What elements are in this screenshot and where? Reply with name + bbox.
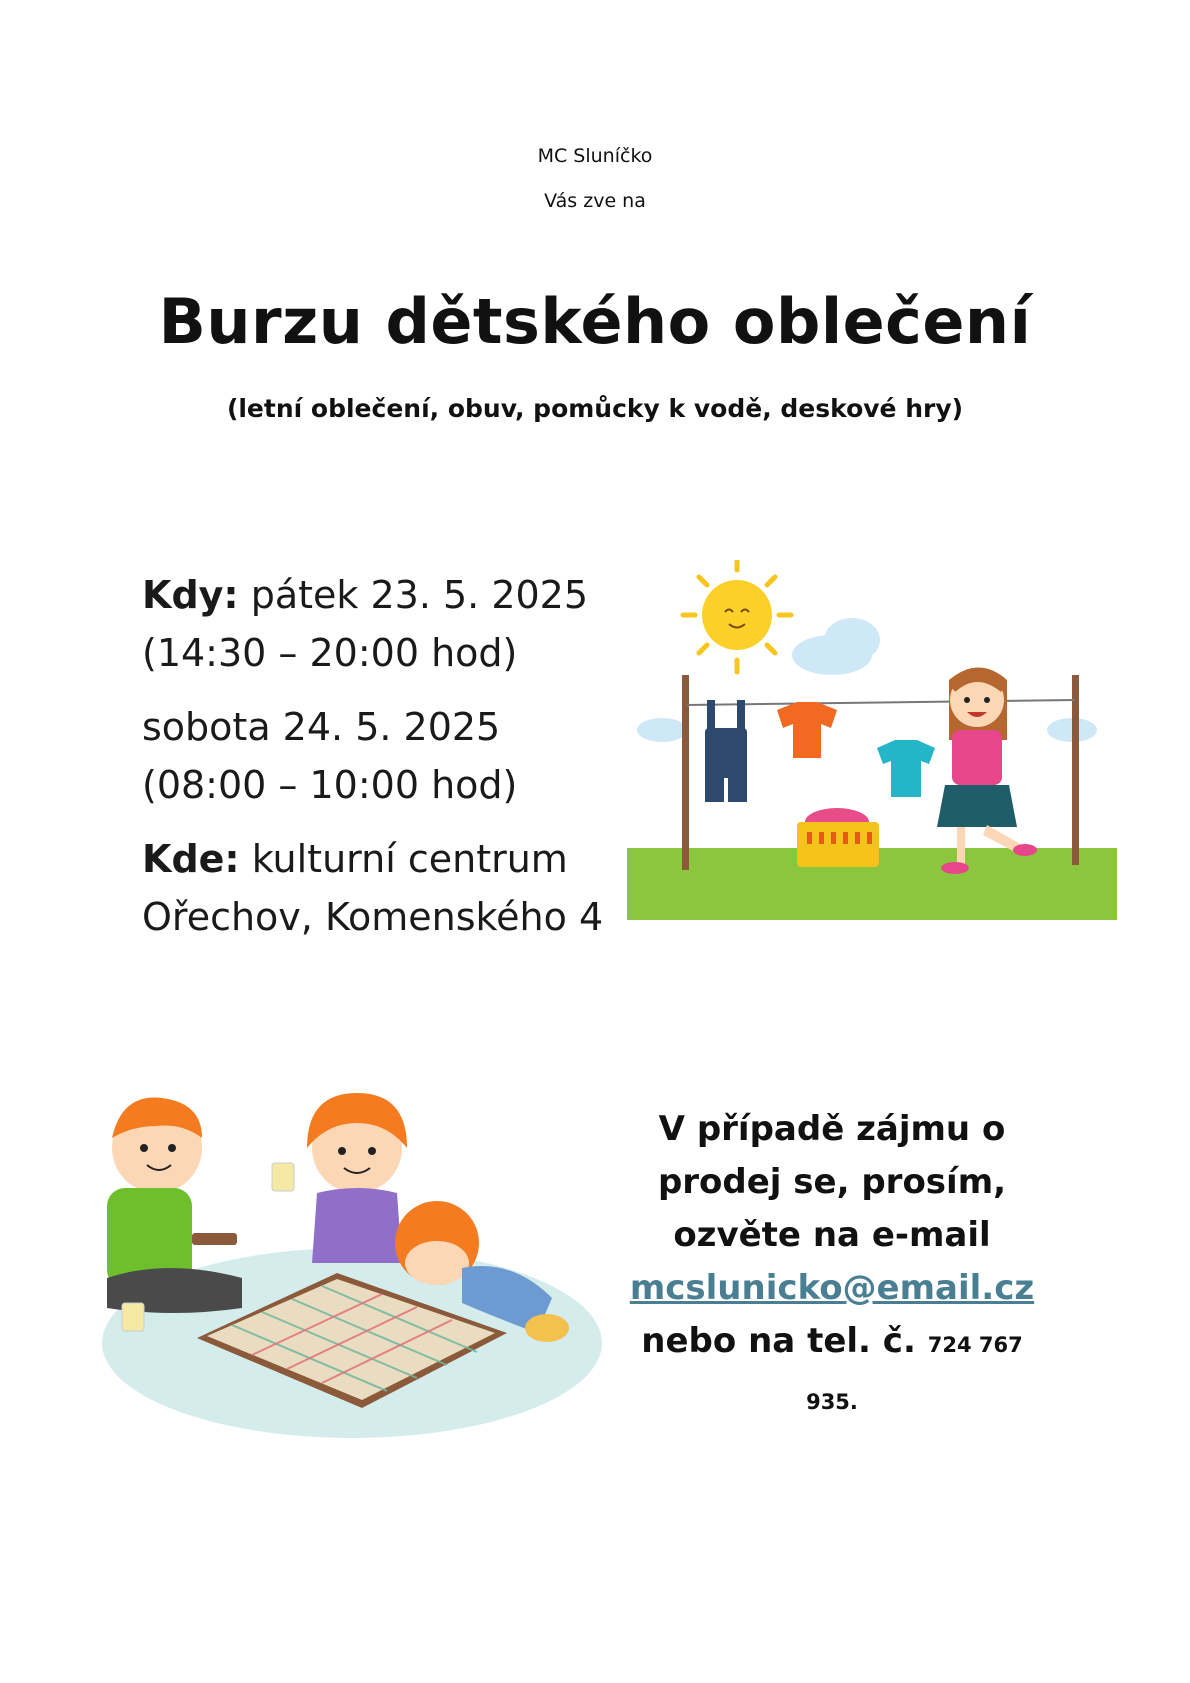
cloud-icon	[637, 618, 1097, 742]
where-label: Kde:	[142, 837, 240, 881]
contact-block	[622, 1103, 1042, 1429]
sun-icon	[683, 560, 791, 672]
event-title: Burzu dětského oblečení	[158, 285, 1032, 358]
event-subtitle: (letní oblečení, obuv, pomůcky k vodě, deskové hry)	[226, 394, 964, 423]
contact-line-1: V případě zájmu o	[658, 1109, 1006, 1149]
phone-label: nebo na tel. č.	[641, 1321, 928, 1361]
when-time-2: (08:00 – 10:00 hod)	[142, 763, 518, 807]
when-date-2: sobota 24. 5. 2025	[142, 705, 501, 749]
when-time-1: (14:30 – 20:00 hod)	[142, 631, 518, 675]
contact-line-5	[622, 1315, 1042, 1429]
girl-figure	[937, 668, 1037, 875]
shirt-blue-icon	[877, 740, 935, 797]
laundry-basket-icon	[797, 808, 879, 867]
contact-line-3: ozvěte na e-mail	[673, 1215, 991, 1255]
email-link[interactable]: mcslunicko@email.cz	[629, 1268, 1035, 1308]
invite-text: Vás zve na	[544, 190, 646, 212]
laundry-illustration	[627, 560, 1117, 920]
where-address: Ořechov, Komenského 4	[142, 895, 604, 939]
organizer-name: MC Sluníčko	[537, 145, 653, 167]
girl-figure-2	[307, 1093, 407, 1263]
shirt-orange-icon	[777, 702, 837, 758]
when-date-1: pátek 23. 5. 2025	[238, 573, 589, 617]
boardgame-illustration	[92, 1093, 607, 1463]
clothesline-pole-right	[1072, 675, 1079, 865]
where-place: kulturní centrum	[239, 837, 568, 881]
when-label: Kdy:	[142, 573, 239, 617]
overalls-icon	[705, 700, 747, 802]
contact-line-2: prodej se, prosím,	[657, 1162, 1007, 1202]
when-line-1	[142, 566, 588, 624]
boy-figure	[107, 1098, 242, 1314]
where-line-1	[142, 830, 568, 888]
phone-number: 724 767 935.	[806, 1333, 1023, 1414]
